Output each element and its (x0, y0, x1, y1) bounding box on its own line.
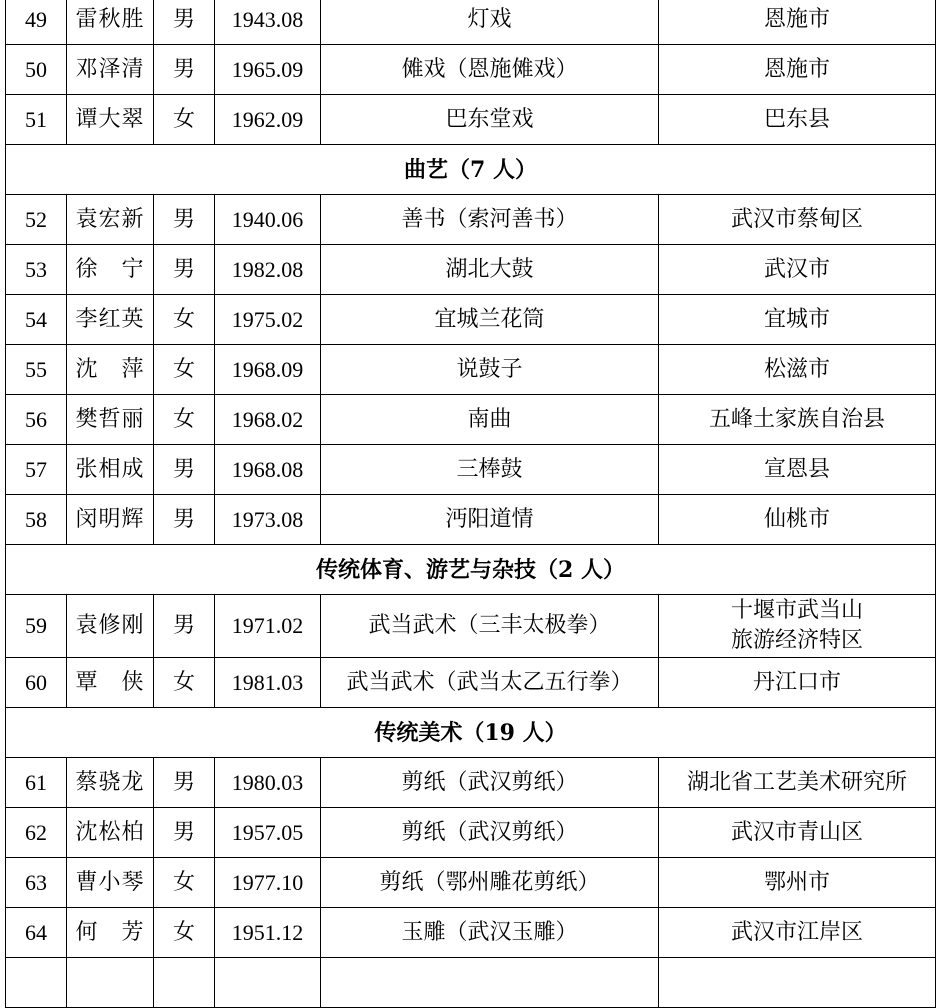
region-cell: 宜城市 (659, 295, 936, 345)
region-cell: 武汉市蔡甸区 (659, 195, 936, 245)
category-header-row (6, 708, 936, 758)
gender-cell: 男 (154, 445, 215, 495)
row-number: 61 (6, 758, 67, 808)
category-title: 传统美术（19 人） (6, 708, 936, 758)
gender-cell: 女 (154, 395, 215, 445)
row-number: 49 (6, 0, 67, 45)
table-row (6, 345, 936, 395)
table-row (6, 395, 936, 445)
table-row (6, 295, 936, 345)
row-number: 58 (6, 495, 67, 545)
inheritor-name: 覃 侠 (67, 658, 154, 708)
heritage-item (321, 958, 659, 1008)
birth-date: 1982.08 (215, 245, 321, 295)
birth-date: 1943.08 (215, 0, 321, 45)
inheritor-name: 沈松柏 (67, 808, 154, 858)
row-number: 54 (6, 295, 67, 345)
row-number: 57 (6, 445, 67, 495)
birth-date: 1968.09 (215, 345, 321, 395)
heritage-item: 南曲 (321, 395, 659, 445)
heritage-item: 三棒鼓 (321, 445, 659, 495)
row-number: 52 (6, 195, 67, 245)
region-cell: 宣恩县 (659, 445, 936, 495)
table-row (6, 445, 936, 495)
heritage-item: 玉雕（武汉玉雕） (321, 908, 659, 958)
region-cell: 丹江口市 (659, 658, 936, 708)
inheritor-name (67, 958, 154, 1008)
region-cell: 武汉市江岸区 (659, 908, 936, 958)
inheritor-name: 张相成 (67, 445, 154, 495)
gender-cell: 女 (154, 858, 215, 908)
birth-date: 1981.03 (215, 658, 321, 708)
gender-cell: 男 (154, 808, 215, 858)
birth-date: 1968.02 (215, 395, 321, 445)
inheritor-name: 曹小琴 (67, 858, 154, 908)
inheritor-name: 沈 萍 (67, 345, 154, 395)
birth-date: 1975.02 (215, 295, 321, 345)
gender-cell: 男 (154, 0, 215, 45)
region-cell: 巴东县 (659, 95, 936, 145)
heritage-item: 湖北大鼓 (321, 245, 659, 295)
birth-date: 1973.08 (215, 495, 321, 545)
heritage-item: 说鼓子 (321, 345, 659, 395)
inheritor-name: 樊哲丽 (67, 395, 154, 445)
row-number: 62 (6, 808, 67, 858)
row-number: 63 (6, 858, 67, 908)
birth-date: 1957.05 (215, 808, 321, 858)
inheritor-table-body (6, 0, 936, 1008)
table-row (6, 595, 936, 658)
inheritor-name: 徐 宁 (67, 245, 154, 295)
row-number (6, 958, 67, 1008)
region-cell (659, 595, 936, 658)
region-line-2: 旅游经济特区 (730, 628, 863, 653)
gender-cell: 女 (154, 908, 215, 958)
heritage-item: 沔阳道情 (321, 495, 659, 545)
inheritor-name: 袁宏新 (67, 195, 154, 245)
region-cell: 鄂州市 (659, 858, 936, 908)
birth-date: 1968.08 (215, 445, 321, 495)
category-header-row (6, 545, 936, 595)
birth-date: 1962.09 (215, 95, 321, 145)
table-row (6, 758, 936, 808)
inheritor-name: 李红英 (67, 295, 154, 345)
region-line-1: 十堰市武当山 (730, 598, 863, 623)
inheritor-name: 雷秋胜 (67, 0, 154, 45)
heritage-item: 武当武术（武当太乙五行拳） (321, 658, 659, 708)
region-cell: 五峰土家族自治县 (659, 395, 936, 445)
heritage-item: 巴东堂戏 (321, 95, 659, 145)
heritage-item: 剪纸（鄂州雕花剪纸） (321, 858, 659, 908)
table-row (6, 45, 936, 95)
table-row (6, 908, 936, 958)
heritage-item: 傩戏（恩施傩戏） (321, 45, 659, 95)
category-title: 传统体育、游艺与杂技（2 人） (6, 545, 936, 595)
region-cell: 武汉市 (659, 245, 936, 295)
heritage-item: 善书（索河善书） (321, 195, 659, 245)
table-row (6, 495, 936, 545)
category-title: 曲艺（7 人） (6, 145, 936, 195)
gender-cell: 男 (154, 195, 215, 245)
inheritor-name: 蔡骁龙 (67, 758, 154, 808)
gender-cell: 女 (154, 345, 215, 395)
birth-date: 1971.02 (215, 595, 321, 658)
heritage-item: 武当武术（三丰太极拳） (321, 595, 659, 658)
inheritor-name: 闵明辉 (67, 495, 154, 545)
region-cell: 松滋市 (659, 345, 936, 395)
row-number: 51 (6, 95, 67, 145)
gender-cell: 男 (154, 245, 215, 295)
row-number: 59 (6, 595, 67, 658)
region-cell: 恩施市 (659, 45, 936, 95)
table-row (6, 195, 936, 245)
birth-date: 1977.10 (215, 858, 321, 908)
table-row (6, 0, 936, 45)
table-row (6, 858, 936, 908)
birth-date: 1980.03 (215, 758, 321, 808)
heritage-item: 灯戏 (321, 0, 659, 45)
gender-cell: 女 (154, 295, 215, 345)
row-number: 64 (6, 908, 67, 958)
row-number: 56 (6, 395, 67, 445)
gender-cell: 男 (154, 595, 215, 658)
birth-date: 1951.12 (215, 908, 321, 958)
table-row (6, 958, 936, 1008)
heritage-item: 剪纸（武汉剪纸） (321, 808, 659, 858)
inheritor-name: 邓泽清 (67, 45, 154, 95)
row-number: 50 (6, 45, 67, 95)
row-number: 60 (6, 658, 67, 708)
table-row (6, 658, 936, 708)
region-cell: 仙桃市 (659, 495, 936, 545)
inheritor-table (5, 0, 936, 1008)
birth-date: 1965.09 (215, 45, 321, 95)
gender-cell: 男 (154, 45, 215, 95)
gender-cell: 女 (154, 658, 215, 708)
row-number: 55 (6, 345, 67, 395)
birth-date (215, 958, 321, 1008)
region-cell: 恩施市 (659, 0, 936, 45)
gender-cell: 女 (154, 95, 215, 145)
inheritor-name: 何 芳 (67, 908, 154, 958)
table-row (6, 95, 936, 145)
row-number: 53 (6, 245, 67, 295)
region-cell: 武汉市青山区 (659, 808, 936, 858)
gender-cell (154, 958, 215, 1008)
table-row (6, 808, 936, 858)
region-cell (659, 958, 936, 1008)
inheritor-name: 谭大翠 (67, 95, 154, 145)
region-cell: 湖北省工艺美术研究所 (659, 758, 936, 808)
gender-cell: 男 (154, 758, 215, 808)
heritage-item: 剪纸（武汉剪纸） (321, 758, 659, 808)
inheritor-name: 袁修刚 (67, 595, 154, 658)
category-header-row (6, 145, 936, 195)
heritage-item: 宜城兰花筒 (321, 295, 659, 345)
table-row (6, 245, 936, 295)
birth-date: 1940.06 (215, 195, 321, 245)
gender-cell: 男 (154, 495, 215, 545)
